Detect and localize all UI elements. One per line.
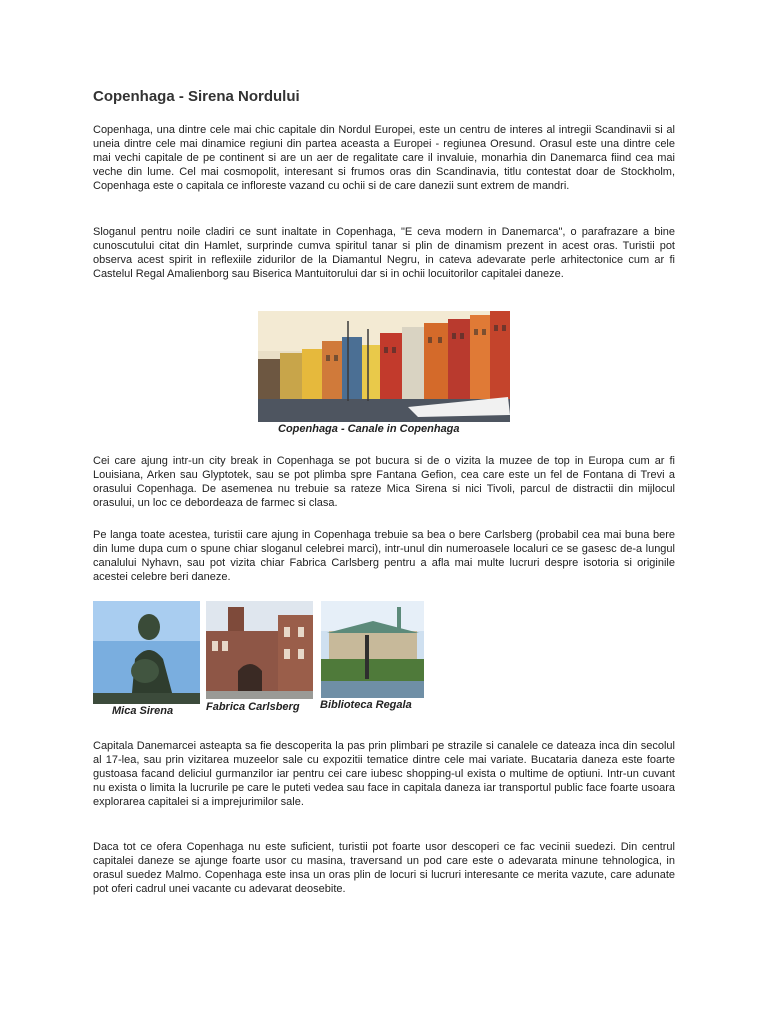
gallery-caption-carlsberg: Fabrica Carlsberg: [206, 701, 300, 713]
gallery-caption-mermaid: Mica Sirena: [112, 705, 174, 717]
paragraph-sweden: Daca tot ce ofera Copenhaga nu este suficient, turistii pot foarte usor descoperi ce fac vecinii suedezi. Din centrul capitalei daneze se ajunge foarte usor cu masina, traversand un pod care este o adevarata minune tehnologica, in orasul suedez Malmo. Copenhaga este insa un oras plin de locuri si lucruri interesante ce merita vazute, care adunate pot oferi cadrul unei vacante cu adevarat deosebite.: [93, 841, 675, 895]
main-figure-caption: Copenhaga - Canale in Copenhaga: [278, 423, 460, 435]
paragraph-intro: Copenhaga, una dintre cele mai chic capitale din Nordul Europei, este un centru de interes al intregii Scandinavii si al uneia dintre cele mai dinamice regiuni din partea aceasta a Europei - regiunea Oresund. Orasul este una dintre cele mai vechi capitale de pe continent si are un aer de regalitate care il invaluie, monarhia din Danemarca fiind cea mai veche din lume. Cel mai cosmopolit, interesant si frumos oras din Scandinavia, titlu contestat doar de Stockholm, Copenhaga este o capitala ce infloreste vazand cu ochii si de care danezii sunt extrem de mandri.: [93, 124, 675, 192]
royal-library-photo: [321, 601, 424, 698]
gallery-caption-library: Biblioteca Regala: [320, 699, 412, 711]
page-title: Copenhaga - Sirena Nordului: [93, 88, 300, 105]
paragraph-slogan: Sloganul pentru noile cladiri ce sunt inaltate in Copenhaga, "E ceva modern in Danemarca", o parafrazare a bine cunoscutului citat din Hamlet, surprinde cumva spiritul tanar si plin de dinamism prezent in acest oras. Turistii pot observa acest spirit in reflexiile zidurilor de la Diamantul Negru, in cateva adevarate perle arhitectonice cum ar fi Castelul Regal Amalienborg sau Biserica Mantuitorului dar si in ochii locuitorilor capitalei daneze.: [93, 226, 675, 280]
nyhavn-canal-photo: [258, 311, 510, 422]
little-mermaid-photo: [93, 601, 200, 704]
paragraph-capital: Capitala Danemarcei asteapta sa fie descoperita la pas prin plimbari pe strazile si canalele ce dateaza inca din secolul al 17-lea, sau prin vizitarea muzeelor sale cu expozitii tematice dintre cele mai variate. Bucataria daneza este foarte gustoasa facand deliciul gurmanzilor iar pentru cei care iubesc shopping-ul exista o multime de optiuni. Intr-un cuvant nu exista o limita la lucrurile pe care le puteti vedea sau face in capitala daneza iar transportul public face foarte usoara explorarea capitalei si a imprejurimilor sale.: [93, 740, 675, 808]
paragraph-carlsberg: Pe langa toate acestea, turistii care ajung in Copenhaga trebuie sa bea o bere Carlsberg (probabil cea mai buna bere din lume dupa cum o spune chiar sloganul celebrei marci), intr-unul din numeroasele localuri ce se gasesc de-a lungul canalului Nyhavn, sau pot vizita chiar Fabrica Carlsberg pentru a afla mai multe lucruri despre isotoria si originile acestei celebre beri daneze.: [93, 529, 675, 583]
paragraph-museums: Cei care ajung intr-un city break in Copenhaga se pot bucura si de o vizita la muzee de top in Europa cum ar fi Louisiana, Arken sau Glyptotek, sau se pot plimba spre Fantana Gefion, cea care este un fel de Fontana di Trevi a orasului Copenhaga. De asemenea nu trebuie sa rateze Mica Sirena si nici Tivoli, parcul de distractii din mijlocul orasului, un loc ce debordeaza de farmec si clasa.: [93, 455, 675, 509]
carlsberg-factory-photo: [206, 601, 313, 699]
